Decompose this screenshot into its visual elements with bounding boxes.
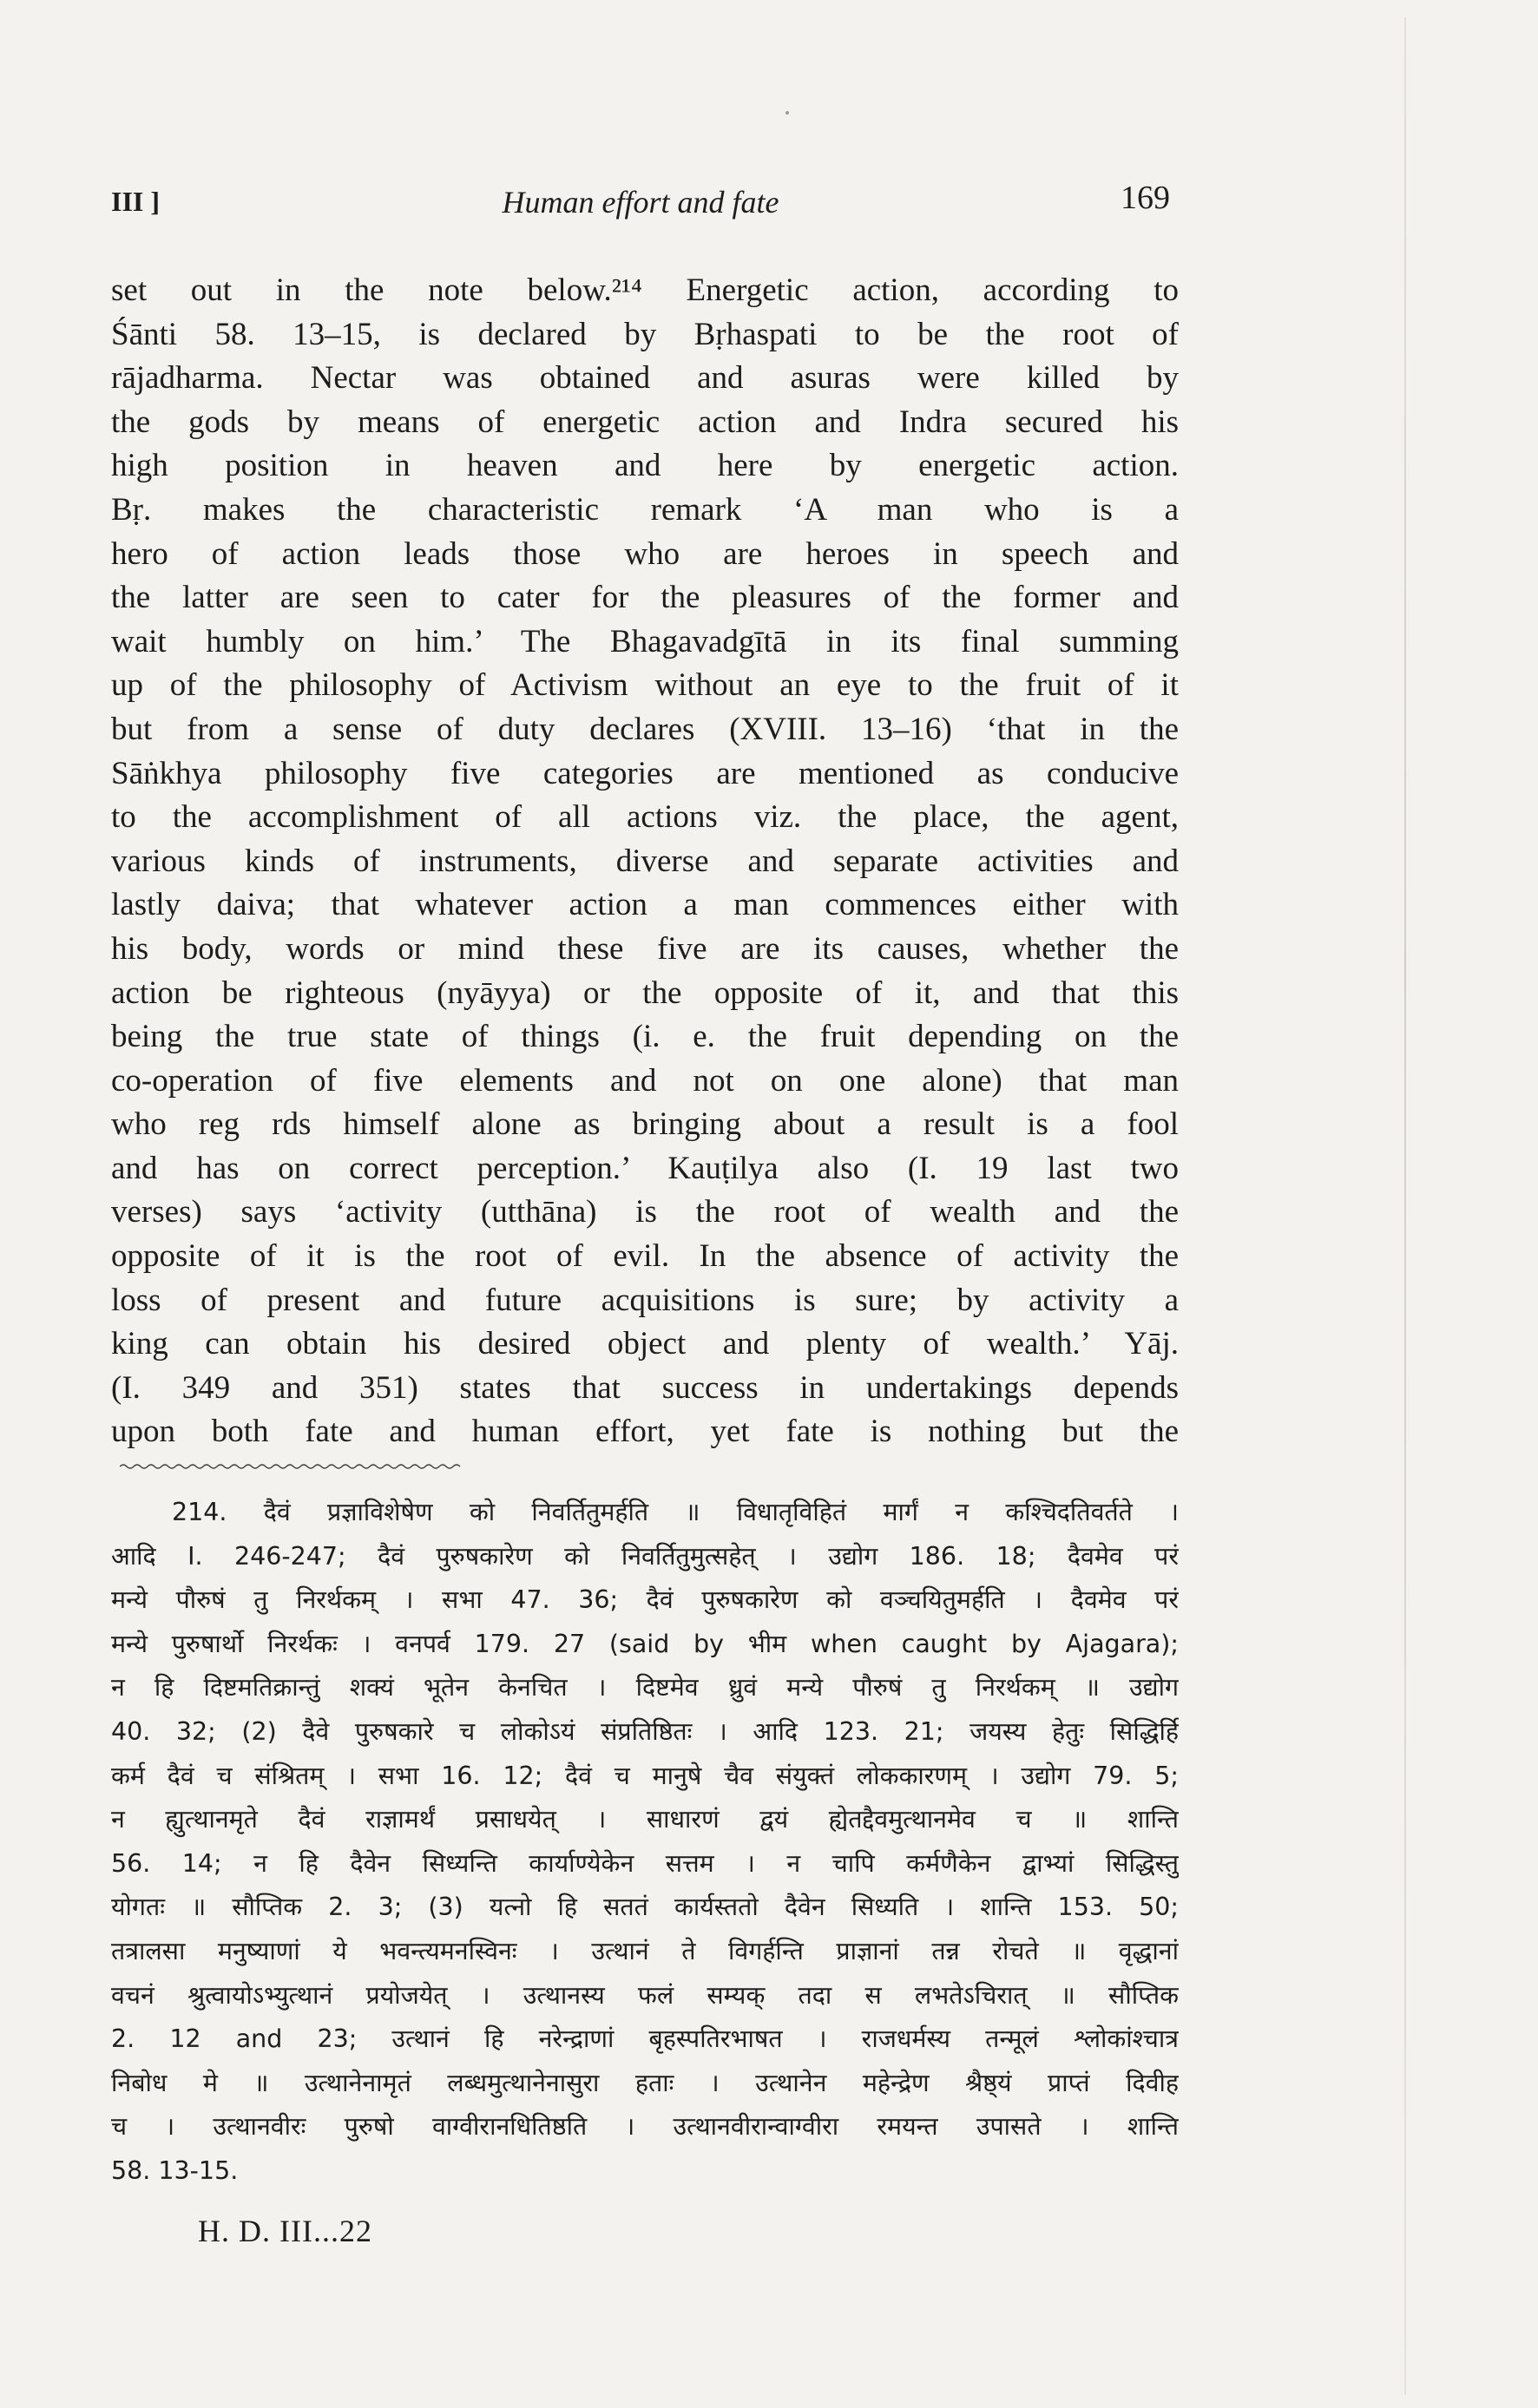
footnote-line: च । उत्थानवीरः पुरुषो वाग्वीरानधितिष्ठति । उत्थानवीरान्वाग्वीरा रमयन्त उपासते । शान्ति (111, 2112, 1179, 2142)
body-line: his body, words or mind these five are its causes, whether the (111, 930, 1179, 967)
footnote-line: 58. 13-15. (111, 2155, 239, 2185)
footnote-line: 2. 12 and 23; उत्थानं हि नरेन्द्राणां बृहस्पतिरभाषत । राजधर्मस्य तन्मूलं श्लोकांश्चात्र (111, 2024, 1179, 2054)
body-line: high position in heaven and here by energetic action. (111, 448, 1179, 484)
body-line: Bṛ. makes the characteristic remark ‘A man who is a (111, 491, 1179, 528)
footnote-line: 56. 14; न हि दैवेन सिध्यन्ति कार्याण्येकेन सत्तम । न चापि कर्मणैकेन द्वाभ्यां सिद्धिस्तु (111, 1848, 1179, 1878)
footnote-214 (111, 1491, 1179, 2194)
printer-signature-mark: H. D. III...22 (198, 2214, 372, 2248)
footnote-line: न हि दिष्टमतिक्रान्तुं शक्यं भूतेन केनचित । दिष्टमेव ध्रुवं मन्ये पौरुषं तु निरर्थकम् ॥ उद्योग (111, 1673, 1179, 1703)
body-line: Sāṅkhya philosophy five categories are mentioned as conducive (111, 755, 1179, 791)
body-line: upon both fate and human effort, yet fate is nothing but the (111, 1414, 1179, 1450)
footnote-line: वचनं श्रुत्वायोऽभ्युत्थानं प्रयोजयेत् । उत्थानस्य फलं सम्यक् तदा स लभतेऽचिरात् ॥ सौप्तिक (111, 1980, 1179, 2010)
body-line: lastly daiva; that whatever action a man commences either with (111, 887, 1179, 923)
footnote-line: 40. 32; (2) दैवे पुरुषकारे च लोकोऽयं संप्रतिष्ठितः । आदि 123. 21; जयस्य हेतुः सिद्धिर्हि (111, 1716, 1179, 1746)
body-line: to the accomplishment of all actions viz. the place, the agent, (111, 799, 1179, 836)
footnote-separator (120, 1463, 462, 1470)
body-line: opposite of it is the root of evil. In the absence of activity the (111, 1238, 1179, 1275)
body-line: wait humbly on him.’ The Bhagavadgītā in its final summing (111, 623, 1179, 659)
running-title: Human effort and fate (502, 185, 779, 220)
body-line: the gods by means of energetic action and Indra secured his (111, 404, 1179, 440)
page-binding-shadow (1404, 17, 1406, 2395)
body-line: (I. 349 and 351) states that success in undertakings depends (111, 1369, 1179, 1406)
body-line: various kinds of instruments, diverse and separate activities and (111, 843, 1179, 879)
body-line: but from a sense of duty declares (XVIII. 13–16) ‘that in the (111, 711, 1179, 747)
footnote-line: मन्ये पुरुषार्थो निरर्थकः । वनपर्व 179. 27 (said by भीम when caught by Ajagara); (111, 1629, 1179, 1658)
body-line: co-operation of five elements and not on one alone) that man (111, 1062, 1179, 1099)
body-line: action be righteous (nyāyya) or the opposite of it, and that this (111, 974, 1179, 1011)
page-number: 169 (1121, 180, 1170, 216)
footnote-line: आदि I. 246-247; दैवं पुरुषकारेण को निवर्तितुमुत्सहेत् । उद्योग 186. 18; दैवमेव परं (111, 1541, 1179, 1571)
main-body-text (111, 269, 1179, 1454)
body-line: rājadharma. Nectar was obtained and asuras were killed by (111, 360, 1179, 397)
footnote-line: 214. दैवं प्रज्ञाविशेषेण को निवर्तितुमर्हति ॥ विधातृविहितं मार्गं न कश्चिदतिवर्तते । (172, 1498, 1179, 1526)
body-line: being the true state of things (i. e. the fruit depending on the (111, 1019, 1179, 1055)
footnote-line: कर्म दैवं च संश्रितम् । सभा 16. 12; दैवं च मानुषे चैव संयुक्तं लोककारणम् । उद्योग 79. 5; (111, 1761, 1179, 1790)
body-line: Śānti 58. 13–15, is declared by Bṛhaspati to be the root of (111, 316, 1179, 352)
running-section: III ] (111, 186, 161, 217)
body-line: who reg rds himself alone as bringing about a result is a fool (111, 1106, 1179, 1143)
running-header (111, 179, 1170, 231)
body-line: hero of action leads those who are heroes in speech and (111, 535, 1179, 572)
body-line: up of the philosophy of Activism without an eye to the fruit of it (111, 667, 1179, 704)
ink-speck (785, 111, 789, 115)
body-line: and has on correct perception.’ Kauṭilya also (I. 19 last two (111, 1150, 1179, 1186)
footnote-line: मन्ये पौरुषं तु निरर्थकम् । सभा 47. 36; दैवं पुरुषकारेण को वञ्चयितुमर्हति । दैवमेव परं (111, 1585, 1179, 1615)
footnote-line: निबोध मे ॥ उत्थानेनामृतं लब्धमुत्थानेनासुरा हताः । उत्थानेन महेन्द्रेण श्रैष्ठ्यं प्राप्तं दिवीह (111, 2068, 1179, 2097)
body-line: loss of present and future acquisitions is sure; by activity a (111, 1282, 1179, 1318)
footnote-line: तत्रालसा मनुष्याणां ये भवन्त्यमनस्विनः । उत्थानं ते विगर्हन्ति प्राज्ञानां तन्न रोचते ॥ वृद्धानां (111, 1936, 1179, 1965)
body-line: king can obtain his desired object and plenty of wealth.’ Yāj. (111, 1326, 1179, 1362)
footnote-line: न ह्युत्थानमृते दैवं राज्ञामर्थं प्रसाधयेत् । साधारणं द्वयं ह्येतद्दैवमुत्थानमेव च ॥ शान्ति (111, 1805, 1179, 1834)
body-line: verses) says ‘activity (utthāna) is the root of wealth and the (111, 1194, 1179, 1230)
footnote-line: योगतः ॥ सौप्तिक 2. 3; (3) यत्नो हि सततं कार्यस्ततो दैवेन सिध्यति । शान्ति 153. 50; (111, 1893, 1179, 1922)
body-line: set out in the note below.²¹⁴ Energetic action, according to (111, 272, 1179, 308)
body-line: the latter are seen to cater for the pleasures of the former and (111, 580, 1179, 616)
